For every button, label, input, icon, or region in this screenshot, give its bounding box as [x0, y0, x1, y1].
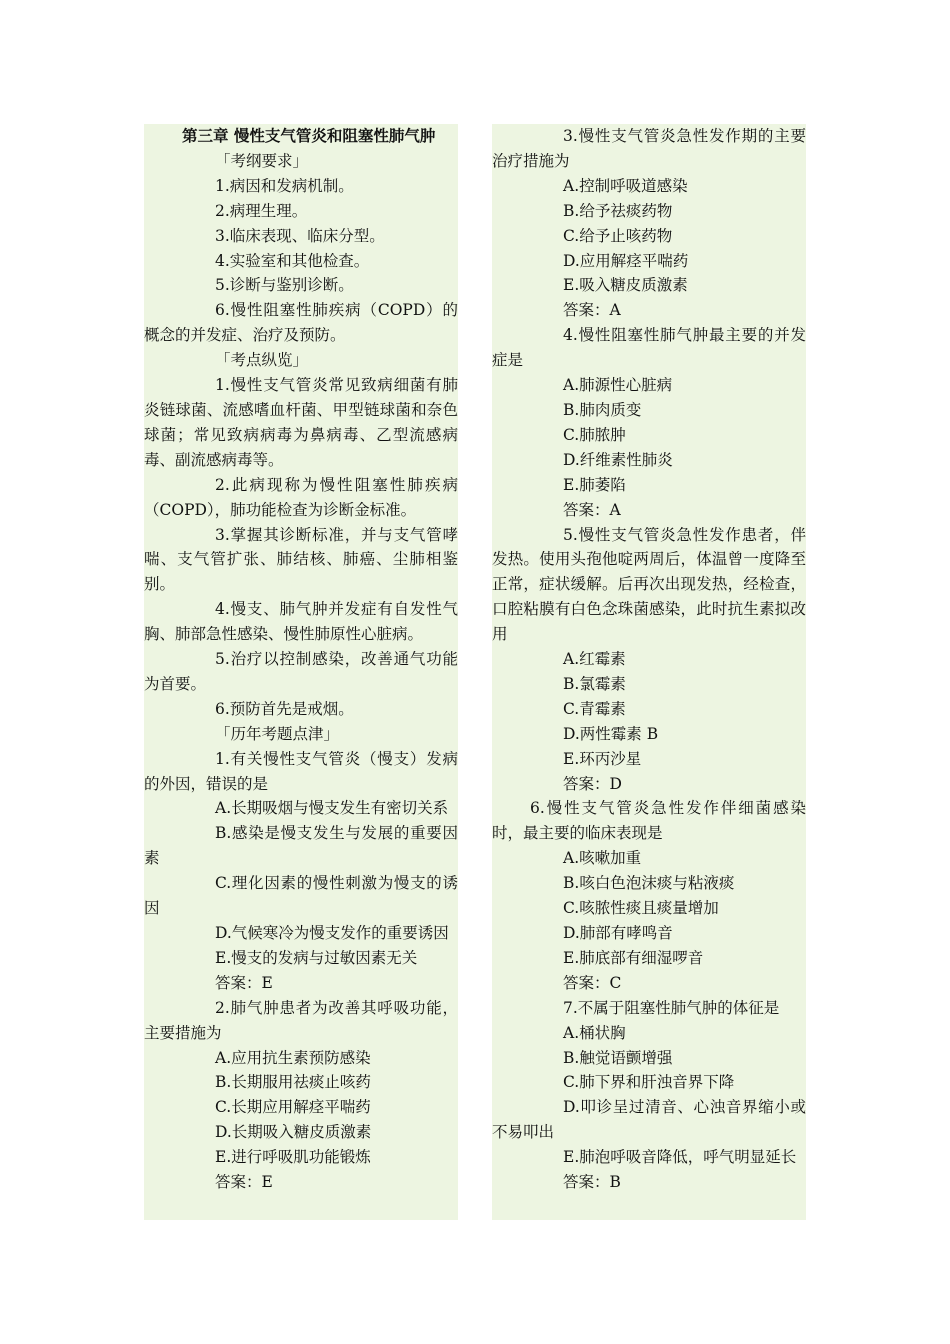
- overview-item: 2.此病现称为慢性阻塞性肺疾病（COPD），肺功能检查为诊断金标准。: [144, 475, 458, 519]
- left-column: [144, 124, 458, 1220]
- question-option: B.感染是慢支发生与发展的重要因素: [144, 824, 458, 868]
- question-answer: 答案：A: [563, 301, 621, 320]
- question-option: D.肺部有哮鸣音: [563, 924, 673, 942]
- question-stem: 6.慢性支气管炎急性发作伴细菌感染时，最主要的临床表现是: [492, 799, 806, 843]
- question-stem: 7.不属于阻塞性肺气肿的体征是: [563, 998, 780, 1017]
- question-option: C.肺下界和肝浊音界下降: [563, 1073, 735, 1092]
- question-stem: 3.慢性支气管炎急性发作期的主要治疗措施为: [492, 127, 806, 170]
- question-option: E.肺底部有细湿啰音: [563, 948, 704, 967]
- overview-item: 3.掌握其诊断标准，并与支气管哮喘、支气管扩张、肺结核、肺癌、尘肺相鉴别。: [144, 525, 458, 594]
- question-answer: 答案：B: [563, 1173, 621, 1192]
- question-stem: 5.慢性支气管炎急性发作患者，伴发热。使用头孢他啶两周后，体温曾一度降至正常，症状缓解。后再次出现发热，经检查，口腔粘膜有白色念珠菌感染，此时抗生素拟改用: [492, 525, 806, 644]
- question-option: C.咳脓性痰且痰量增加: [563, 899, 719, 918]
- question-option: A.咳嗽加重: [563, 849, 642, 868]
- question-option: C.给予止咳药物: [563, 226, 673, 245]
- question-option: C.长期应用解痉平喘药: [215, 1098, 371, 1117]
- outline-heading: 「考纲要求」: [215, 151, 309, 170]
- overview-item: 5.治疗以控制感染，改善通气功能为首要。: [144, 650, 458, 693]
- question-answer: 答案：A: [563, 500, 621, 519]
- question-option: C.肺脓肿: [563, 425, 626, 444]
- question-stem: 1.有关慢性支气管炎（慢支）发病的外因，错误的是: [144, 749, 458, 793]
- overview-item: 4.慢支、肺气肿并发症有自发性气胸、肺部急性感染、慢性肺原性心脏病。: [144, 600, 458, 644]
- question-option: E.慢支的发病与过敏因素无关: [215, 948, 418, 967]
- outline-item: 2.病理生理。: [215, 201, 308, 220]
- question-option: C.理化因素的慢性刺激为慢支的诱因: [144, 874, 458, 918]
- question-option: D.纤维素性肺炎: [563, 450, 673, 469]
- outline-item: 3.临床表现、临床分型。: [215, 226, 385, 245]
- question-option: A.应用抗生素预防感染: [215, 1048, 371, 1067]
- question-option: B.给予祛痰药物: [563, 201, 673, 220]
- question-option: B.肺肉质变: [563, 400, 642, 419]
- question-answer: 答案：E: [215, 1173, 273, 1192]
- question-option: C.青霉素: [563, 699, 626, 718]
- question-option: D.叩诊呈过清音、心浊音界缩小或不易叩出: [492, 1098, 806, 1142]
- overview-heading: 「考点纵览」: [215, 351, 309, 370]
- overview-item: 6.预防首先是戒烟。: [215, 699, 354, 718]
- question-option: D.长期吸入糖皮质激素: [215, 1123, 372, 1142]
- question-option: E.吸入糖皮质激素: [563, 276, 688, 295]
- question-option: B.咳白色泡沫痰与粘液痰: [563, 874, 735, 893]
- overview-item: 1.慢性支气管炎常见致病细菌有肺炎链球菌、流感嗜血杆菌、甲型链球菌和奈色球菌；常见致病病毒为鼻病毒、乙型流感病毒、副流感病毒等。: [144, 376, 458, 469]
- question-option: A.红霉素: [563, 650, 626, 669]
- question-answer: 答案：E: [215, 973, 273, 992]
- question-option: A.长期吸烟与慢支发生有密切关系: [215, 799, 449, 818]
- chapter-title: 第三章 慢性支气管炎和阻塞性肺气肿: [182, 126, 436, 145]
- question-stem: 4.慢性阻塞性肺气肿最主要的并发症是: [492, 326, 806, 370]
- question-option: E.进行呼吸肌功能锻炼: [215, 1148, 371, 1167]
- right-column: [492, 124, 806, 1220]
- outline-item: 4.实验室和其他检查。: [215, 251, 370, 270]
- question-answer: 答案：D: [563, 774, 622, 793]
- question-answer: 答案：C: [563, 973, 622, 992]
- outline-item: 5.诊断与鉴别诊断。: [215, 276, 354, 295]
- question-option: A.肺源性心脏病: [563, 376, 673, 395]
- question-option: E.肺萎陷: [563, 475, 626, 494]
- question-option: D.两性霉素 B: [563, 724, 659, 743]
- exam-heading: 「历年考题点津」: [215, 724, 340, 743]
- question-option: E.环丙沙星: [563, 749, 642, 768]
- outline-item: 6.慢性阻塞性肺疾病（COPD）的概念的并发症、治疗及预防。: [144, 301, 458, 345]
- question-option: A.桶状胸: [563, 1023, 626, 1042]
- question-option: B.触觉语颤增强: [563, 1048, 673, 1067]
- question-option: E.肺泡呼吸音降低，呼气明显延长: [563, 1148, 797, 1167]
- question-option: A.控制呼吸道感染: [563, 176, 688, 195]
- question-option: B.长期服用祛痰止咳药: [215, 1073, 371, 1092]
- question-option: D.应用解痉平喘药: [563, 251, 689, 270]
- question-option: D.气候寒冷为慢支发作的重要诱因: [215, 924, 449, 942]
- question-stem: 2.肺气肿患者为改善其呼吸功能，主要措施为: [144, 998, 458, 1042]
- outline-item: 1.病因和发病机制。: [215, 176, 354, 195]
- question-option: B.氯霉素: [563, 674, 626, 693]
